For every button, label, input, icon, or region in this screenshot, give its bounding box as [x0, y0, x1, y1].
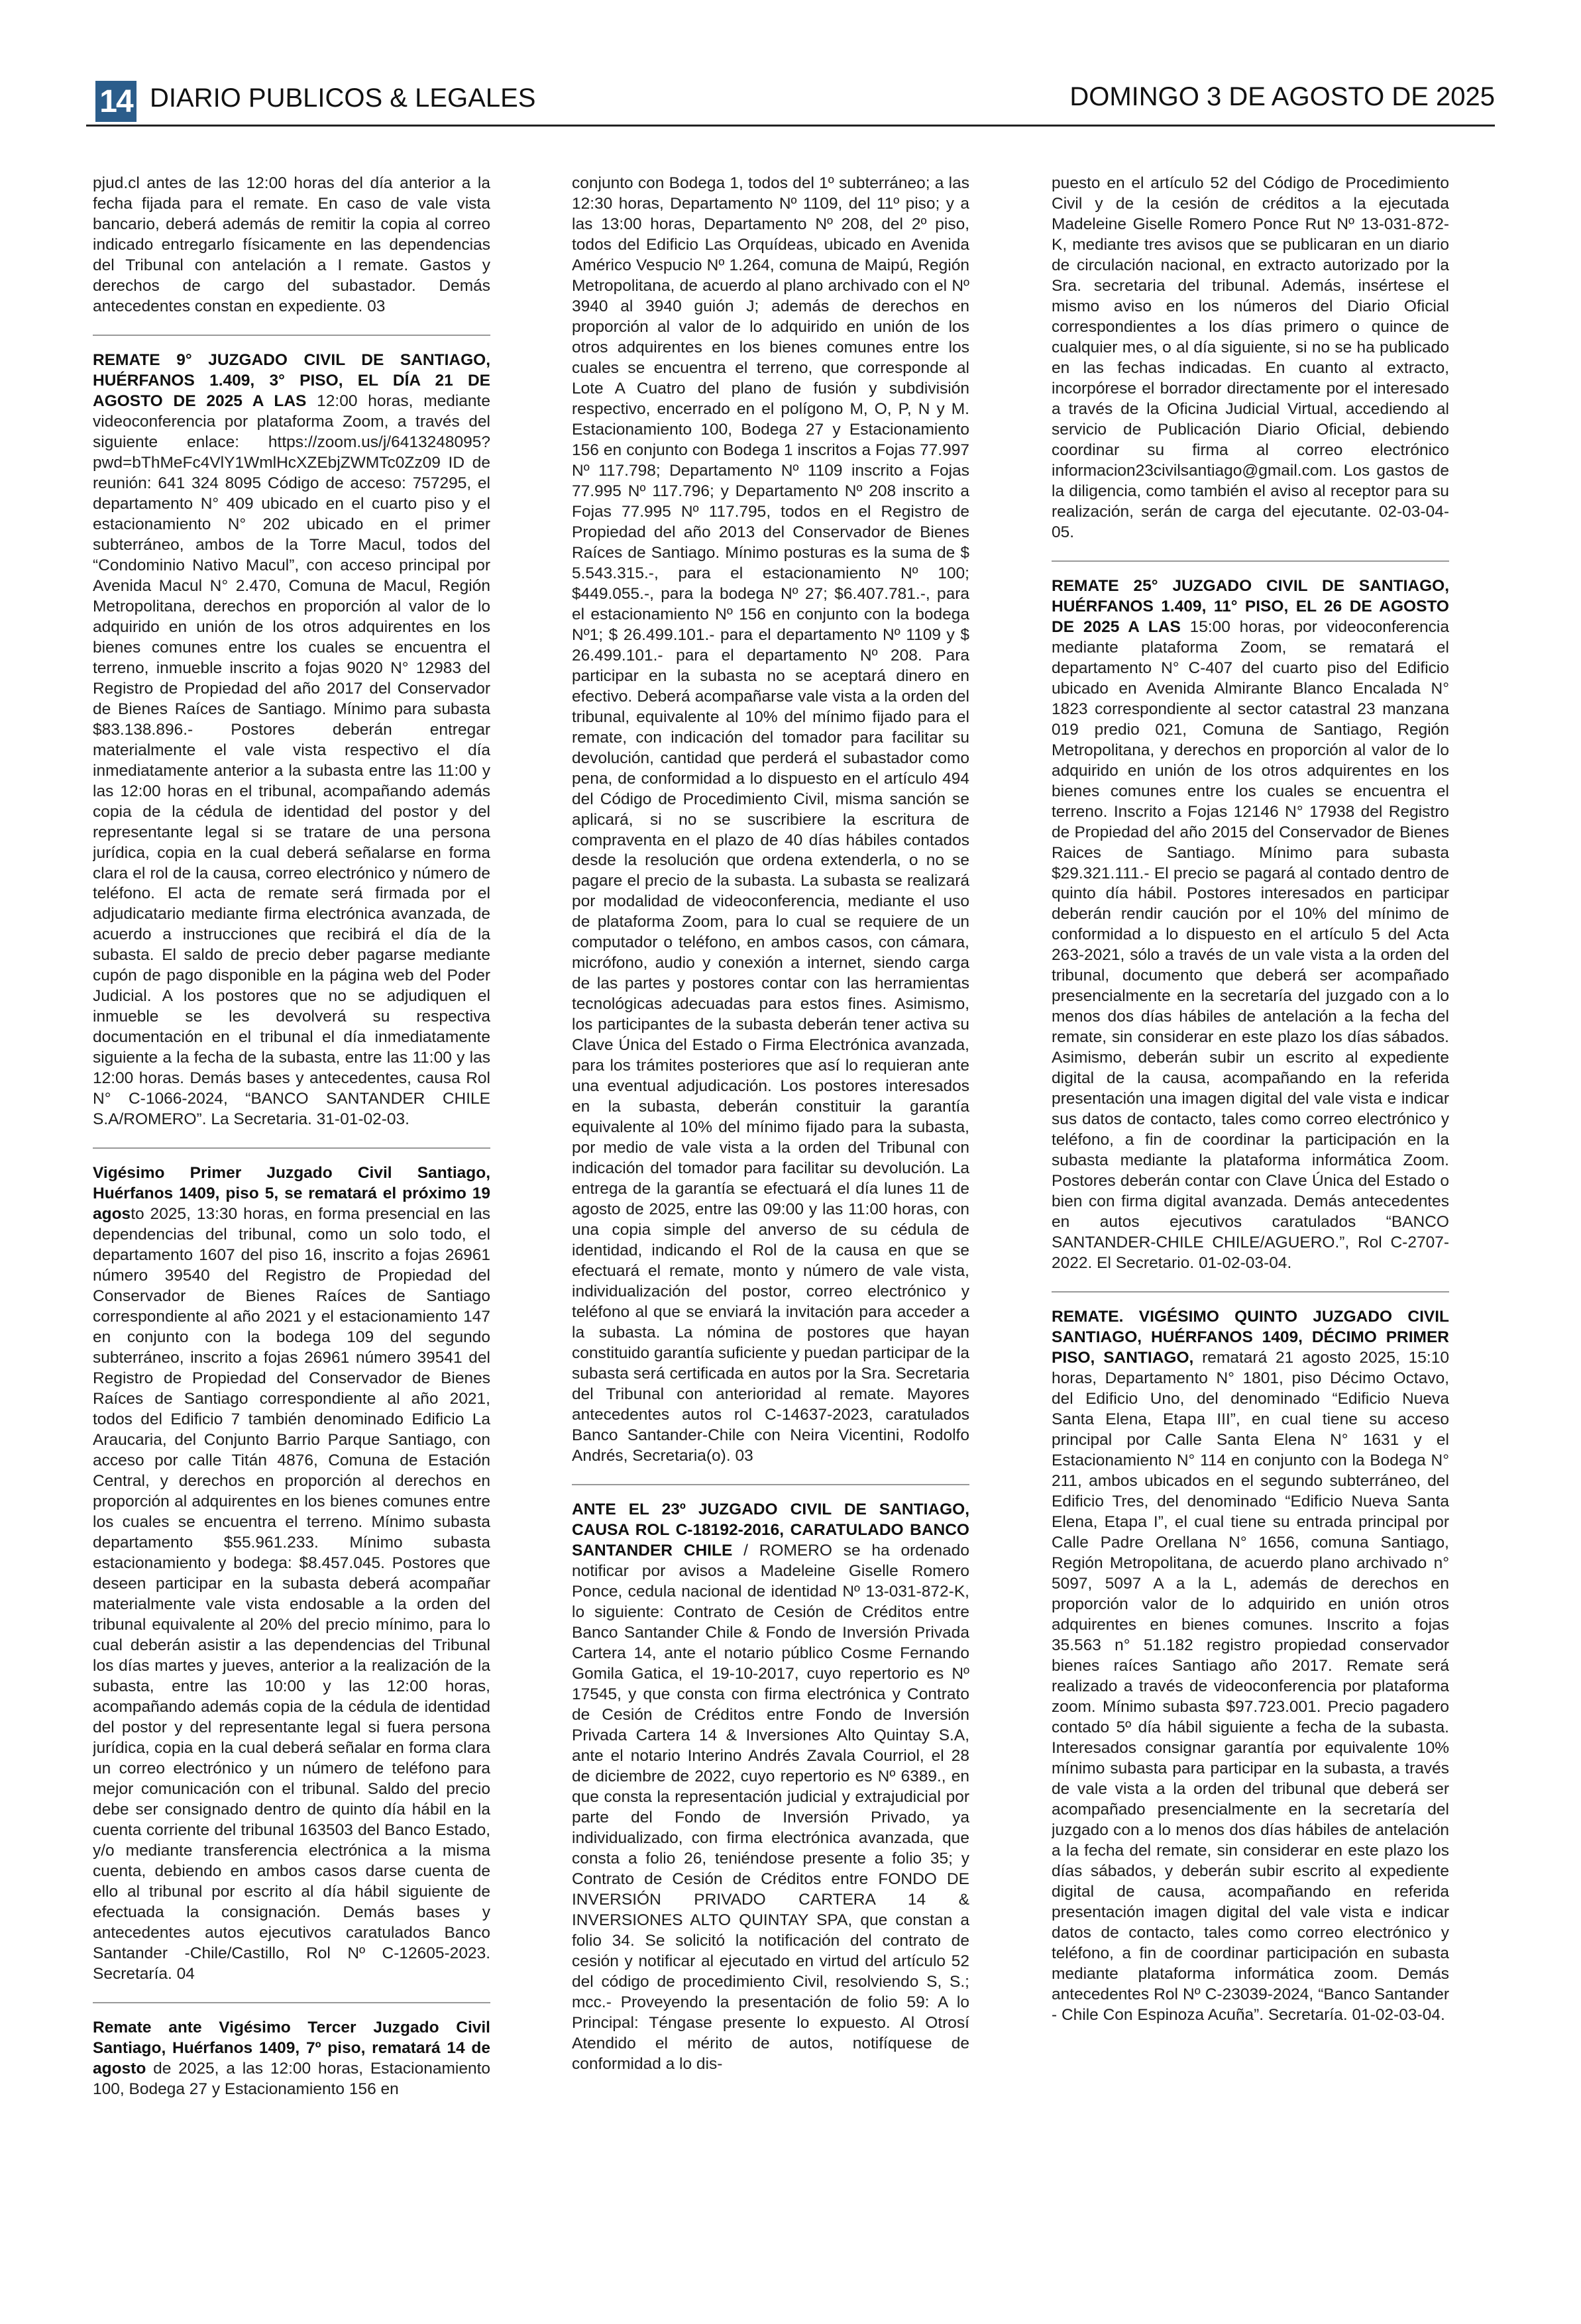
notice-lead: Remate ante Vigésimo Tercer Juzgado Civil Santiago, Huérfanos 1409, 7º piso, rematará 14 de agosto — [93, 2018, 490, 2078]
notice — [572, 174, 969, 1467]
notice — [1052, 1291, 1449, 2025]
notice-lead: ANTE EL 23º JUZGADO CIVIL DE SANTIAGO, CAUSA ROL C-18192-2016, CARATULADO BANCO SANTANDER CHILE — [572, 1501, 969, 1559]
notice — [93, 335, 490, 1130]
notice-body: de 2025, a las 12:00 horas, Estacionamiento 100, Bodega 27 y Estacionamiento 156 en — [93, 2059, 490, 2098]
page-number: 14 — [95, 81, 136, 122]
notice-body: conjunto con Bodega 1, todos del 1º subterráneo; a las 12:30 horas, Departamento Nº 1109, del 11º piso; y a las 13:00 horas, Departamento Nº 208, del 2º piso, todos del Edificio Las Orquídeas, ubicado en Avenida Américo Vespucio Nº 1.264, comuna de Maipú, Región Metropolitana, de acuerdo al plano archivado con el Nº 3940 al 3940 guión J; además de derechos en proporción al valor de lo adquirido en unión de los otros adquirentes en los bienes comunes entre los cuales se encuentra el terreno, que corresponde al Lote A Cuatro del plano de fusión y subdivisión respectivo, encerrado en el polígono M, O, P, N y M. Estacionamiento 100, Bodega 27 y Estacionamiento 156 en conjunto con Bodega 1 inscritos a Fojas 77.997 Nº 117.798; Departamento Nº 1109 inscrito a Fojas 77.995 Nº 117.796; y Departamento Nº 208 inscrito a Fojas 77.995 Nº 117.795, todos en el Registro de Propiedad del año 2013 del Conservador de Bienes Raíces de Santiago. Mínimo posturas es la suma de $ 5.543.315.-, para el estacionamiento Nº 100; $449.055.-, para la bodega Nº 27; $6.407.781.-, para el estacionamiento Nº 156 en conjunto con la bodega Nº1; $ 26.499.101.- para el departamento Nº 1109 y $ 26.499.101.- para el departamento Nº 208. Para participar en la subasta no se aceptará dinero en efectivo. Deberá acompañarse vale vista a la orden del tribunal, equivalente al 10% del mínimo fijado para el remate, con indicación del tomador para facilitar su devolución, cantidad que perderá el subastador como pena, de conformidad a lo dispuesto en el artículo 494 del Código de Procedimiento Civil, misma sanción se aplicará, si no se suscribiere la escritura de compraventa en el plazo de 40 días hábiles contados desde la resolución que ordena extenderla, o no se pagare el precio de la subasta. La subasta se realizará por modalidad de videoconferencia, mediante el uso de plataforma Zoom, para lo cual se requiere de un computador o teléfono, en ambos casos, con cámara, micrófono, audio y conexión a internet, siendo carga de las partes y postores contar con las herramientas tecnológicas adecuadas para estos fines. Asimismo, los participantes de la subasta deberán tener activa su Clave Única del Estado o Firma Electrónica avanzada, para los trámites posteriores que así lo requieran ante una eventual adjudicación. Los postores interesados en la subasta, deberán constituir la garantía equivalente al 10% del mínimo fijado para la subasta, por medio de vale vista a la orden del Tribunal con indicación del tomador para facilitar su devolución. La entrega de la garantía se efectuará el día lunes 11 de agosto de 2025, entre las 09:00 y las 11:00 horas, con una copia simple del anverso de su cédula de identidad, indicando el Rol de la causa en que se efectuará el remate, monto y número de vale vista, individualización del postor, correo electrónico y teléfono al que se enviará la invitación para acceder a la subasta. La nómina de postores que hayan constituido garantía suficiente y puedan participar de la subasta será certificada en autos por la Sra. Secretaria del Tribunal con anterioridad al remate. Mayores antecedentes autos rol C-14637-2023, caratulados Banco Santander-Chile con Neira Vicentini, Rodolfo Andrés, Secretaria(o). 03 — [572, 174, 969, 1465]
notice-lead: REMATE 25° JUZGADO CIVIL DE SANTIAGO, HUÉRFANOS 1.409, 11° PISO, EL 26 DE AGOSTO DE 2025 A LAS — [1052, 576, 1449, 636]
notice-body: to 2025, 13:30 horas, en forma presencial en las dependencias del tribunal, como un solo todo, el departamento 1607 del piso 16, inscrito a fojas 26961 número 39540 del Registro de Propiedad del Conservador de Bienes Raíces de Santiago correspondiente al año 2021 y el estacionamiento 147 en conjunto con la bodega 109 del segundo subterráneo, inscrito a fojas 26961 número 39541 del Registro de Propiedad del Conservador de Bienes Raíces de Santiago correspondiente al año 2021, todos del Edificio 7 también denominado Edificio La Araucaria, del Conjunto Barrio Parque Santiago, con acceso por calle Titán 4876, Comuna de Estación Central, y derechos en proporción al derechos en proporción al adquirentes en los bienes comunes entre los cuales se encuentra el terreno. Mínimo subasta departamento $55.961.233. Mínimo subasta estacionamiento y bodega: $8.457.045. Postores que deseen participar en la subasta deberá acompañar materialmente vale vista endosable a la orden del tribunal equivalente al 20% del precio mínimo, para lo cual deberán asistir a las dependencias del Tribunal los días martes y jueves, anterior a la realización de la subasta, entre las 10:00 y las 12:00 horas, acompañando además copia de la cédula de identidad del postor y del representante legal si fuera persona jurídica, copia en la cual deberá señalar en forma clara un correo electrónico y un número de teléfono para mejor comunicación con el tribunal. Saldo del precio debe ser consignado dentro de quinto día hábil en la cuenta corriente del tribunal 163503 del Banco Estado, y/o mediante transferencia electrónica a la misma cuenta, debiendo en ambos casos darse cuenta de ello al tribunal por escrito al día hábil siguiente de efectuada la consignación. Demás bases y antecedentes autos ejecutivos caratulados Banco Santander -Chile/Castillo, Rol Nº C-12605-2023. Secretaría. 04 — [93, 1205, 490, 1983]
notice — [93, 174, 490, 317]
column-3 — [1052, 174, 1449, 2254]
notice — [93, 1147, 490, 1984]
notice — [1052, 174, 1449, 543]
notice-lead: Vigésimo Primer Juzgado Civil Santiago, Huérfanos 1409, piso 5, se rematará el próximo 19 agos — [93, 1164, 490, 1224]
notice-body: / ROMERO se ha ordenado notificar por avisos a Madeleine Giselle Romero Ponce, cedula nacional de identidad Nº 13-031-872-K, lo siguiente: Contrato de Cesión de Créditos entre Banco Santander Chile & Fondo de Inversión Privada Cartera 14, ante el notario público Cosme Fernando Gomila Gatica, el 19-10-2017, cuyo repertorio es Nº 17545, y que consta con firma electrónica y Contrato de Cesión de Créditos entre Fondo de Inversión Privada Cartera 14 & Inversiones Alto Quintay S.A, ante el notario Interino Andrés Zavala Courriol, el 28 de diciembre de 2022, cuyo repertorio es Nº 6389., en que consta la representación judicial y extrajudicial por parte del Fondo de Inversión Privado, ya individualizado, con firma electrónica avanzada, que consta a folio 26, teniéndose presente a folio 35; y Contrato de Cesión de Créditos entre FONDO DE INVERSIÓN PRIVADO CARTERA 14 & INVERSIONES ALTO QUINTAY SPA, que constan a folio 34. Se solicitó la notificación del contrato de cesión y notificar al ejecutado en virtud del artículo 52 del código de procedimiento Civil, resolviendo S, S.; mcc.- Proveyendo la presentación de folio 59: A lo Principal: Téngase presente lo expuesto. Al Otrosí Atendido el mérito de autos, notifíquese de conformidad a lo dis- — [572, 1541, 969, 2073]
notice-body: rematará 21 agosto 2025, 15:10 horas, Departamento N° 1801, piso Décimo Octavo, del Edificio Uno, del denominado “Edificio Nueva Santa Elena, Etapa III”, en cual tiene su acceso principal por Calle Santa Elena N° 1631 y el Estacionamiento N° 114 en conjunto con la Bodega N° 211, ambos ubicados en el segundo subterráneo, del Edificio Tres, del denominado “Edificio Nueva Santa Elena, Etapa I”, el cual tiene su entrada principal por Calle Padre Orellana N° 1656, comuna Santiago, Región Metropolitana, de acuerdo plano archivado n° 5097, 5097 A a la L, además de derechos en proporción valor de lo adquirido en unión otros adquirentes en bienes comunes. Inscrito a fojas 35.563 n° 51.182 registro propiedad conservador bienes raíces Santiago año 2017. Remate será realizado a través de videoconferencia por plataforma zoom. Mínimo subasta $97.723.001. Precio pagadero contado 5º día hábil siguiente a fecha de la subasta. Interesados consignar garantía por equivalente 10% mínimo subasta para participar en la subasta, a través de vale vista a la orden del tribunal que deberá ser acompañado presencialmente en la secretaría del juzgado con a lo menos dos días hábiles de antelación a la fecha del remate, sin considerar en este plazo los días sábados, y deberán subir escrito al expediente digital de causa, acompañando en referida presentación imagen digital del vale vista e indicar datos de contacto, tales como correo electrónico y teléfono, a fin de coordinar participación en subasta mediante plataforma informática zoom. Demás antecedentes Rol Nº C-23039-2024, “Banco Santander - Chile Con Espinoza Acuña”. Secretaría. 01-02-03-04. — [1052, 1349, 1449, 2024]
column-1 — [93, 174, 490, 2254]
notice — [1052, 560, 1449, 1274]
notice-lead: REMATE 9° JUZGADO CIVIL DE SANTIAGO, HUÉRFANOS 1.409, 3° PISO, EL DÍA 21 DE AGOSTO DE 2025 A LAS — [93, 350, 490, 410]
notice — [93, 2002, 490, 2100]
header-rule — [86, 125, 1495, 127]
notice-body: pjud.cl antes de las 12:00 horas del día anterior a la fecha fijada para el remate. En caso de vale vista bancario, deberá además de remitir la copia al correo indicado entregarlo físicamente en las dependencias del Tribunal con antelación a I remate. Gastos y derechos de cargo del subastador. Demás antecedentes constan en expediente. 03 — [93, 174, 490, 315]
column-2 — [572, 174, 969, 2254]
notice-body: puesto en el artículo 52 del Código de Procedimiento Civil y de la cesión de créditos a la ejecutada Madeleine Giselle Romero Ponce Rut Nº 13-031-872-K, mediante tres avisos que se publicaran en un diario de circulación nacional, en extracto autorizado por la Sra. secretaria del tribunal. Además, insértese el mismo aviso en los números del Diario Oficial correspondientes a los días primero o quince de cualquier mes, o al día siguiente, si no se ha publicado en las fechas indicadas. En cuanto al extracto, incorpórese el borrador directamente por el interesado a través de la Oficina Judicial Virtual, accediendo al servicio de Publicación Diario Oficial, debiendo coordinar su firma al correo electrónico informacion23civilsantiago@gmail.com. Los gastos de la diligencia, como también el aviso al receptor para su realización, serán de carga del ejecutante. 02-03-04-05. — [1052, 174, 1449, 541]
publication-name: DIARIO PUBLICOS & LEGALES — [150, 83, 536, 113]
notice — [572, 1484, 969, 2075]
publication-date: DOMINGO 3 DE AGOSTO DE 2025 — [1069, 82, 1495, 111]
notice-body: 12:00 horas, mediante videoconferencia por plataforma Zoom, a través del siguiente enlace: https://zoom.us/j/6413248095?pwd=bThMeFc4VlY1WmlHcXZEbjZWMTc0Zz09 ID de reunión: 641 324 8095 Código de acceso: 757295, el departamento N° 409 ubicado en el cuarto piso y el estacionamiento N° 202 ubicado en el primer subterráneo, ambos de la Torre Macul, todos del “Condominio Nativo Macul”, con acceso principal por Avenida Macul N° 2.470, Comuna de Macul, Región Metropolitana, derechos en proporción al valor de lo adquirido en unión de los otros adquirentes en los bienes comunes entre los cuales se encuentra el terreno, inmueble inscrito a fojas 9020 N° 12983 del Registro de Propiedad del año 2017 del Conservador de Bienes Raíces de Santiago. Mínimo para subasta $83.138.896.- Postores deberán entregar materialmente el vale vista respectivo el día inmediatamente anterior a la subasta entre las 11:00 y las 12:00 horas en el tribunal, acompañando además copia de la cédula de identidad del postor y del representante legal si se tratare de una persona jurídica, copia en la cual deberá señalarse en forma clara el rol de la causa, correo electrónico y número de teléfono. El acta de remate será firmada por el adjudicatario mediante firma electrónica avanzada, de acuerdo a instrucciones que recibirá el día de la subasta. El saldo de precio deber pagarse mediante cupón de pago disponible en la página web del Poder Judicial. A los postores que no se adjudiquen el inmueble se les devolverá su respectiva documentación en el tribunal el día inmediatamente siguiente a la fecha de la subasta, entre las 11:00 y las 12:00 horas. Demás bases y antecedentes, causa Rol N° C-1066-2024, “BANCO SANTANDER CHILE S.A/ROMERO”. La Secretaria. 31-01-02-03. — [93, 392, 490, 1129]
page-header — [86, 81, 1495, 125]
notice-lead: REMATE. VIGÉSIMO QUINTO JUZGADO CIVIL SANTIAGO, HUÉRFANOS 1409, DÉCIMO PRIMER PISO, SANTIAGO, — [1052, 1308, 1449, 1367]
notice-body: 15:00 horas, por videoconferencia mediante plataforma Zoom, se rematará el departamento N° C-407 del cuarto piso del Edificio ubicado en Avenida Almirante Blanco Encalada N° 1823 correspondiente al sector catastral 23 manzana 019 predio 021, Comuna de Santiago, Región Metropolitana, y derechos en proporción al valor de lo adquirido en unión de los otros adquirentes en los bienes comunes entre los cuales se encuentra el terreno. Inscrito a Fojas 12146 N° 17938 del Registro de Propiedad del año 2015 del Conservador de Bienes Raices de Santiago. Mínimo para subasta $29.321.111.- El precio se pagará al contado dentro de quinto día hábil. Postores interesados en participar deberán rendir caución por el 10% del mínimo de conformidad a lo dispuesto en el artículo 5 del Acta 263-2021, sólo a través de un vale vista a la orden del tribunal, documento que deberá ser acompañado presencialmente en la secretaría del juzgado con a lo menos dos días hábiles de antelación a la fecha del remate, sin considerar en este plazo los días sábados. Asimismo, deberán subir un escrito al expediente digital de la causa, acompañando en la referida presentación una imagen digital del vale vista e indicar sus datos de contacto, tales como correo electrónico y teléfono, a fin de coordinar la participación en la subasta mediante la plataforma informática Zoom. Postores deberán contar con Clave Única del Estado o bien con firma digital avanzada. Demás antecedentes en autos ejecutivos caratulados “BANCO SANTANDER-CHILE CHILE/AGUERO.”, Rol C-2707-2022. El Secretario. 01-02-03-04. — [1052, 617, 1449, 1273]
